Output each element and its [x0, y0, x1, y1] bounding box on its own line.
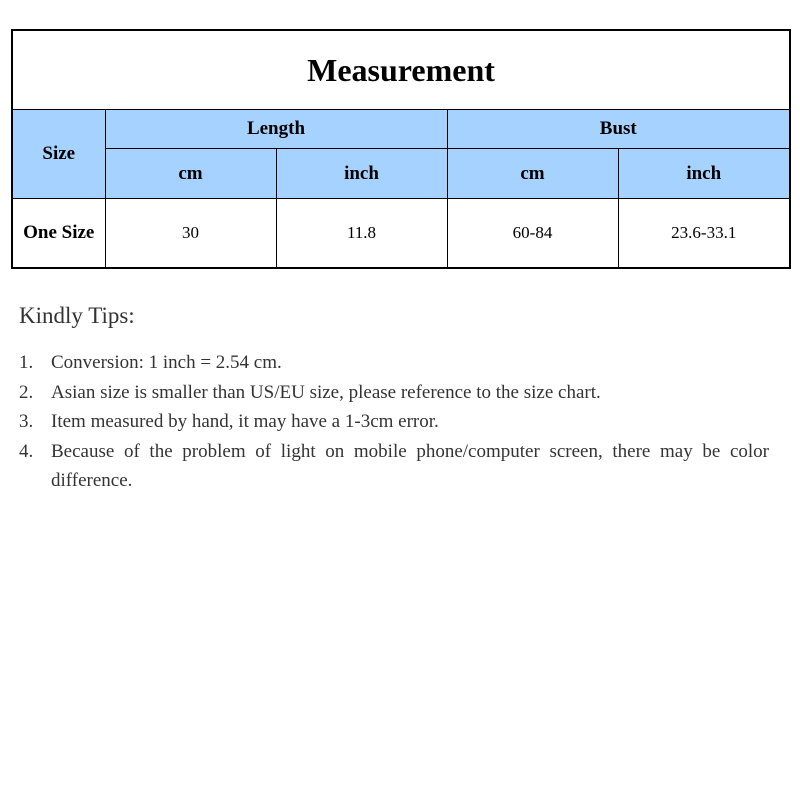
table-group-header-row [12, 110, 790, 149]
bust-inch-cell: 23.6-33.1 [618, 198, 790, 268]
list-item [19, 437, 769, 496]
list-item-text: Conversion: 1 inch = 2.54 cm. [51, 352, 282, 373]
list-item-text: Asian size is smaller than US/EU size, please reference to the size chart. [51, 381, 601, 403]
length-cm-cell: 30 [105, 198, 276, 268]
length-inch-header: inch [276, 149, 447, 198]
size-column-header: Size [12, 110, 105, 198]
size-chart-table [11, 29, 791, 269]
bust-cm-cell: 60-84 [447, 198, 618, 268]
list-item-number: 1. [19, 352, 34, 373]
tips-heading: Kindly Tips: [19, 303, 135, 328]
table-unit-header-row [12, 149, 790, 198]
list-item-number: 4. [19, 440, 34, 462]
table-title-row [12, 30, 790, 110]
list-item [19, 348, 769, 378]
bust-inch-header: inch [618, 149, 790, 198]
list-item-text: Item measured by hand, it may have a 1-3cm error. [51, 411, 439, 432]
list-item-text: Because of the problem of light on mobile phone/computer screen, there may be color difference. [51, 440, 769, 491]
table-row [12, 198, 790, 268]
list-item-number: 2. [19, 381, 34, 403]
table-title: Measurement [12, 30, 790, 110]
list-item [19, 378, 769, 408]
length-cm-header: cm [105, 149, 276, 198]
tips-section [19, 300, 769, 496]
size-name-cell: One Size [12, 198, 105, 268]
length-group-header: Length [105, 110, 447, 149]
length-inch-cell: 11.8 [276, 198, 447, 268]
bust-cm-header: cm [447, 149, 618, 198]
tips-list [19, 348, 769, 496]
bust-group-header: Bust [447, 110, 790, 149]
list-item-number: 3. [19, 411, 34, 432]
list-item [19, 407, 769, 437]
